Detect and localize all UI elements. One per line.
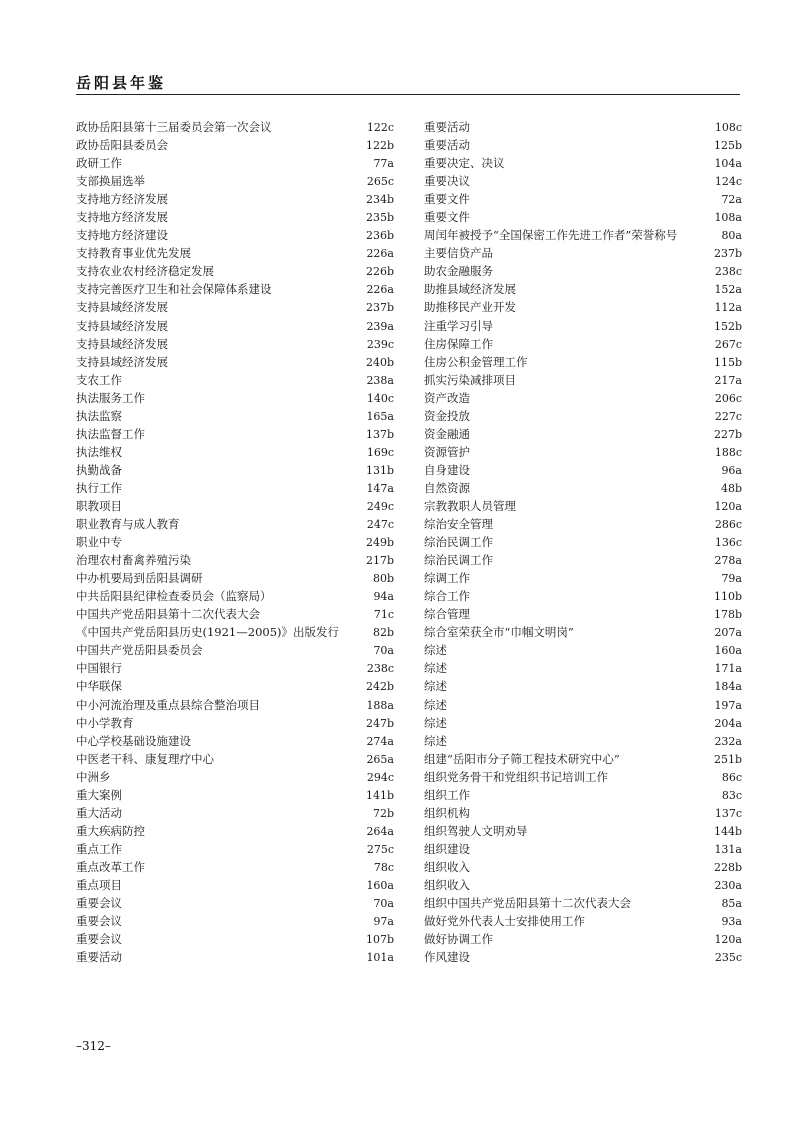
index-entry: [76, 569, 394, 587]
index-entry: [424, 461, 742, 479]
index-page-ref: 120a: [714, 499, 742, 513]
index-entry: [76, 226, 394, 244]
index-page-ref: 249c: [366, 499, 394, 513]
index-page-ref: 104a: [714, 157, 742, 171]
index-page-ref: 240b: [365, 355, 394, 369]
index-page-ref: 264a: [366, 824, 394, 838]
index-term: 主要信贷产品: [424, 246, 493, 261]
index-entry: [424, 443, 742, 461]
index-page-ref: 110b: [713, 590, 742, 604]
index-term: 中国共产党岳阳县委员会: [76, 643, 203, 658]
index-term: 组织中国共产党岳阳县第十二次代表大会: [424, 896, 631, 911]
index-term: 宗教教职人员管理: [424, 498, 516, 513]
index-entry: [424, 208, 742, 226]
index-entry: [424, 569, 742, 587]
index-term: 做好协调工作: [424, 932, 493, 947]
index-entry: [424, 298, 742, 316]
index-term: 支持农业农村经济稳定发展: [76, 264, 214, 279]
index-entry: [76, 822, 394, 840]
index-entry: [76, 172, 394, 190]
index-page-ref: 294c: [366, 770, 394, 784]
index-term: 支持地方经济建设: [76, 228, 168, 243]
index-page-ref: 206c: [714, 391, 742, 405]
index-entry: [76, 587, 394, 605]
index-page-ref: 226a: [366, 247, 394, 261]
index-term: 政协岳阳县第十三届委员会第一次会议: [76, 120, 272, 134]
index-entry: [424, 244, 742, 262]
index-term: 组织工作: [424, 787, 470, 802]
index-entry: [76, 515, 394, 533]
index-term: 执行工作: [76, 480, 122, 495]
index-page-ref: 160a: [366, 878, 394, 892]
index-term: 重要决定、决议: [424, 156, 505, 171]
index-entry: [424, 659, 742, 677]
index-term: 重要活动: [424, 120, 470, 134]
index-entry: [424, 136, 742, 154]
index-term: 自身建设: [424, 462, 470, 477]
index-page-ref: 147a: [366, 481, 394, 495]
index-page-ref: 286c: [714, 518, 742, 532]
index-term: 重要文件: [424, 192, 470, 207]
index-entry: [424, 226, 742, 244]
index-entry: [424, 641, 742, 659]
index-page-ref: 274a: [366, 734, 394, 748]
index-page-ref: 48b: [720, 481, 742, 495]
index-term: 执法维权: [76, 444, 122, 459]
index-page-ref: 230a: [714, 878, 742, 892]
index-entry: [424, 822, 742, 840]
index-term: 综治民调工作: [424, 553, 493, 568]
index-page-ref: 251b: [713, 752, 742, 766]
index-term: 重要会议: [76, 914, 122, 929]
index-page-ref: 160a: [714, 644, 742, 658]
index-entry: [76, 244, 394, 262]
index-entry: [76, 190, 394, 208]
index-entry: [424, 353, 742, 371]
index-term: 周闰年被授予“全国保密工作先进工作者”荣誉称号: [424, 228, 678, 243]
index-page-ref: 70a: [373, 644, 394, 658]
index-entry: [76, 497, 394, 515]
index-page-ref: 77a: [373, 157, 394, 171]
index-entry: [424, 479, 742, 497]
index-term: 综治民调工作: [424, 535, 493, 550]
index-page-ref: 144b: [713, 824, 742, 838]
index-entry: [76, 533, 394, 551]
index-page-ref: 249b: [365, 536, 394, 550]
index-page-ref: 267c: [714, 337, 742, 351]
index-term: 执法监察: [76, 408, 122, 423]
index-entry: [76, 443, 394, 461]
index-page-ref: 238a: [366, 373, 394, 387]
index-entry: [76, 280, 394, 298]
index-term: 《中国共产党岳阳县历史(1921—2005)》出版发行: [76, 625, 340, 640]
index-term: 中洲乡: [76, 769, 111, 784]
index-term: 综述: [424, 733, 447, 748]
index-entry: [424, 190, 742, 208]
index-entry: [76, 551, 394, 569]
index-page-ref: 152a: [714, 283, 742, 297]
running-header-title: 岳阳县年鉴: [76, 74, 167, 92]
index-entry: [424, 605, 742, 623]
index-page-ref: 137b: [365, 427, 394, 441]
index-entry: [424, 551, 742, 569]
index-entry: [76, 750, 394, 768]
index-page-ref: 235c: [714, 951, 742, 965]
index-term: 综述: [424, 697, 447, 712]
index-entry: [424, 840, 742, 858]
index-entry: [76, 732, 394, 750]
index-page-ref: 278a: [714, 554, 742, 568]
index-page-ref: 184a: [714, 680, 742, 694]
index-page-ref: 122c: [366, 121, 394, 134]
index-entry: [424, 696, 742, 714]
index-entry: [76, 298, 394, 316]
index-term: 执法服务工作: [76, 390, 145, 405]
index-entry: [76, 623, 394, 641]
index-entry: [76, 840, 394, 858]
index-term: 职教项目: [76, 498, 122, 513]
index-term: 治理农村畜禽养殖污染: [76, 553, 191, 568]
index-entry: [76, 894, 394, 912]
index-term: 重大疾病防控: [76, 823, 145, 838]
index-page-ref: 238c: [714, 265, 742, 279]
index-page-ref: 108a: [714, 211, 742, 225]
index-term: 中小学教育: [76, 715, 134, 730]
index-entry: [76, 876, 394, 894]
index-page-ref: 239c: [366, 337, 394, 351]
index-entry: [76, 262, 394, 280]
index-entry: [424, 533, 742, 551]
index-term: 综述: [424, 715, 447, 730]
index-term: 资金融通: [424, 426, 470, 441]
index-entry: [76, 930, 394, 948]
index-term: 支持地方经济发展: [76, 192, 168, 207]
index-term: 重点改革工作: [76, 859, 145, 874]
index-term: 中小河流治理及重点县综合整治项目: [76, 697, 260, 712]
index-term: 综述: [424, 679, 447, 694]
index-term: 重要活动: [424, 138, 470, 153]
index-entry: [424, 714, 742, 732]
index-page-ref: 227c: [714, 409, 742, 423]
index-entry: [76, 118, 394, 136]
index-term: 综述: [424, 643, 447, 658]
index-page-ref: 85a: [721, 897, 742, 911]
index-entry: [76, 677, 394, 695]
index-page-ref: 152b: [713, 319, 742, 333]
index-term: 做好党外代表人士安排使用工作: [424, 914, 585, 929]
index-page-ref: 217b: [365, 554, 394, 568]
index-page-ref: 140c: [366, 391, 394, 405]
index-page-ref: 247c: [366, 518, 394, 532]
index-page-ref: 83c: [721, 788, 742, 802]
index-entry: [424, 407, 742, 425]
index-term: 中共岳阳县纪律检查委员会（监察局）: [76, 589, 272, 604]
index-term: 中国银行: [76, 661, 122, 676]
index-page-ref: 107b: [365, 933, 394, 947]
index-term: 组织党务骨干和党组织书记培训工作: [424, 769, 608, 784]
index-term: 支持完善医疗卫生和社会保障体系建设: [76, 282, 272, 297]
index-term: 助推移民产业开发: [424, 300, 516, 315]
index-term: 自然资源: [424, 480, 470, 495]
index-page-ref: 131a: [714, 842, 742, 856]
index-entry: [76, 605, 394, 623]
index-term: 支持教育事业优先发展: [76, 246, 191, 261]
index-page-ref: 232a: [714, 734, 742, 748]
index-term: 重要文件: [424, 210, 470, 225]
index-entry: [424, 894, 742, 912]
index-entry: [424, 677, 742, 695]
index-page-ref: 112a: [714, 301, 742, 315]
index-term: 重要决议: [424, 174, 470, 189]
index-entry: [76, 407, 394, 425]
index-page-ref: 234b: [365, 193, 394, 207]
index-page-ref: 71c: [373, 608, 394, 622]
index-term: 作风建设: [424, 950, 470, 965]
index-term: 中心学校基础设施建设: [76, 733, 191, 748]
index-page-ref: 101a: [366, 951, 394, 965]
index-page-ref: 226a: [366, 283, 394, 297]
index-page-ref: 72b: [372, 806, 394, 820]
index-entry: [424, 389, 742, 407]
index-entry: [76, 425, 394, 443]
index-entry: [424, 750, 742, 768]
index-page-ref: 226b: [365, 265, 394, 279]
index-page-ref: 82b: [372, 626, 394, 640]
index-term: 注重学习引导: [424, 318, 493, 333]
index-column-left: [76, 118, 394, 966]
index-entry: [424, 732, 742, 750]
index-entry: [76, 768, 394, 786]
index-entry: [424, 912, 742, 930]
index-page-ref: 265c: [366, 175, 394, 189]
index-term: 重要活动: [76, 950, 122, 965]
index-term: 支持县域经济发展: [76, 300, 168, 315]
index-term: 综合室荣获全市“巾帼文明岗”: [424, 625, 574, 640]
index-term: 住房保障工作: [424, 336, 493, 351]
index-page-ref: 217a: [714, 373, 742, 387]
index-term: 支农工作: [76, 372, 122, 387]
index-term: 重点项目: [76, 877, 122, 892]
index-term: 住房公积金管理工作: [424, 354, 528, 369]
index-entry: [424, 786, 742, 804]
index-entry: [424, 497, 742, 515]
index-entry: [76, 353, 394, 371]
index-entry: [76, 335, 394, 353]
index-page-ref: 169c: [366, 445, 394, 459]
index-page-ref: 227b: [713, 427, 742, 441]
index-term: 组织驾驶人文明劝导: [424, 823, 528, 838]
index-term: 资金投放: [424, 408, 470, 423]
index-entry: [76, 641, 394, 659]
index-term: 政研工作: [76, 156, 122, 171]
index-entry: [76, 371, 394, 389]
index-term: 组织收入: [424, 859, 470, 874]
index-entry: [424, 425, 742, 443]
index-page-ref: 171a: [714, 662, 742, 676]
index-entry: [424, 623, 742, 641]
index-term: 中办机要局到岳阳县调研: [76, 571, 203, 586]
index-term: 重大活动: [76, 805, 122, 820]
index-page-ref: 120a: [714, 933, 742, 947]
index-entry: [76, 804, 394, 822]
index-page-ref: 96a: [721, 463, 742, 477]
index-page-ref: 136c: [714, 536, 742, 550]
index-term: 中医老干科、康复理疗中心: [76, 751, 214, 766]
index-term: 组织收入: [424, 877, 470, 892]
index-entry: [424, 317, 742, 335]
index-page-ref: 79a: [721, 572, 742, 586]
index-page-ref: 236b: [365, 229, 394, 243]
index-entry: [76, 696, 394, 714]
index-page-ref: 237b: [713, 247, 742, 261]
index-page-ref: 188a: [366, 698, 394, 712]
index-page-ref: 237b: [365, 301, 394, 315]
index-entry: [424, 335, 742, 353]
index-term: 助推县域经济发展: [424, 282, 516, 297]
index-entry: [76, 317, 394, 335]
index-page-ref: 115b: [713, 355, 742, 369]
index-entry: [76, 389, 394, 407]
index-entry: [76, 136, 394, 154]
index-entry: [76, 912, 394, 930]
index-term: 重要会议: [76, 932, 122, 947]
index-entry: [424, 948, 742, 966]
index-term: 支持县域经济发展: [76, 336, 168, 351]
index-entry: [424, 804, 742, 822]
index-entry: [76, 858, 394, 876]
index-page-ref: 188c: [714, 445, 742, 459]
page-number: –312–: [76, 1039, 111, 1053]
index-entry: [424, 154, 742, 172]
index-entry: [424, 262, 742, 280]
index-page-ref: 204a: [714, 716, 742, 730]
index-page-ref: 265a: [366, 752, 394, 766]
index-page-ref: 131b: [365, 463, 394, 477]
index-page-ref: 239a: [366, 319, 394, 333]
index-term: 执勤战备: [76, 462, 122, 477]
index-page-ref: 207a: [714, 626, 742, 640]
index-term: 抓实污染减排项目: [424, 372, 516, 387]
index-page-ref: 94a: [373, 590, 394, 604]
index-page-ref: 197a: [714, 698, 742, 712]
index-page-ref: 238c: [366, 662, 394, 676]
index-page-ref: 80a: [721, 229, 742, 243]
index-term: 重点工作: [76, 841, 122, 856]
index-entry: [424, 118, 742, 136]
index-page-ref: 78c: [373, 860, 394, 874]
index-page-ref: 235b: [365, 211, 394, 225]
index-entry: [76, 154, 394, 172]
index-entry: [424, 876, 742, 894]
index-page-ref: 125b: [713, 139, 742, 153]
index-page-ref: 178b: [713, 608, 742, 622]
index-entry: [424, 930, 742, 948]
header-rule: [76, 94, 740, 95]
index-term: 助农金融服务: [424, 264, 493, 279]
index-entry: [424, 515, 742, 533]
index-entry: [424, 858, 742, 876]
index-entry: [76, 461, 394, 479]
index-term: 综述: [424, 661, 447, 676]
index-page-ref: 122b: [365, 139, 394, 153]
index-entry: [424, 587, 742, 605]
index-entry: [424, 371, 742, 389]
index-page-ref: 247b: [365, 716, 394, 730]
index-term: 重要会议: [76, 896, 122, 911]
index-page-ref: 86c: [721, 770, 742, 784]
index-page-ref: 108c: [714, 121, 742, 134]
index-entry: [76, 479, 394, 497]
index-entry: [76, 659, 394, 677]
index-term: 组织机构: [424, 805, 470, 820]
index-term: 职业教育与成人教育: [76, 517, 180, 532]
index-term: 综调工作: [424, 571, 470, 586]
index-term: 资产改造: [424, 390, 470, 405]
index-term: 重大案例: [76, 787, 122, 802]
index-entry: [424, 172, 742, 190]
index-page-ref: 72a: [721, 193, 742, 207]
index-page-ref: 93a: [721, 915, 742, 929]
index-page-ref: 137c: [714, 806, 742, 820]
index-entry: [76, 948, 394, 966]
index-page-ref: 141b: [365, 788, 394, 802]
index-entry: [424, 280, 742, 298]
index-entry: [424, 768, 742, 786]
index-term: 中国共产党岳阳县第十二次代表大会: [76, 607, 260, 622]
index-term: 资源管护: [424, 444, 470, 459]
index-page-ref: 242b: [365, 680, 394, 694]
index-entry: [76, 714, 394, 732]
index-page-ref: 228b: [713, 860, 742, 874]
index-term: 执法监督工作: [76, 426, 145, 441]
index-term: 支持县域经济发展: [76, 354, 168, 369]
index-page-ref: 165a: [366, 409, 394, 423]
index-page-ref: 124c: [714, 175, 742, 189]
index-term: 组织建设: [424, 841, 470, 856]
index-term: 支持地方经济发展: [76, 210, 168, 225]
index-term: 支部换届选举: [76, 174, 145, 189]
index-entry: [76, 786, 394, 804]
index-term: 职业中专: [76, 535, 122, 550]
index-page-ref: 80b: [372, 572, 394, 586]
index-term: 综治安全管理: [424, 517, 493, 532]
index-column-right: [424, 118, 742, 966]
index-page-ref: 275c: [366, 842, 394, 856]
index-term: 综合工作: [424, 589, 470, 604]
index-term: 组建“岳阳市分子筛工程技术研究中心”: [424, 751, 620, 766]
index-term: 政协岳阳县委员会: [76, 138, 168, 153]
index-page-ref: 70a: [373, 897, 394, 911]
index-term: 中华联保: [76, 679, 122, 694]
index-term: 综合管理: [424, 607, 470, 622]
index-entry: [76, 208, 394, 226]
index-page-ref: 97a: [373, 915, 394, 929]
index-term: 支持县域经济发展: [76, 318, 168, 333]
